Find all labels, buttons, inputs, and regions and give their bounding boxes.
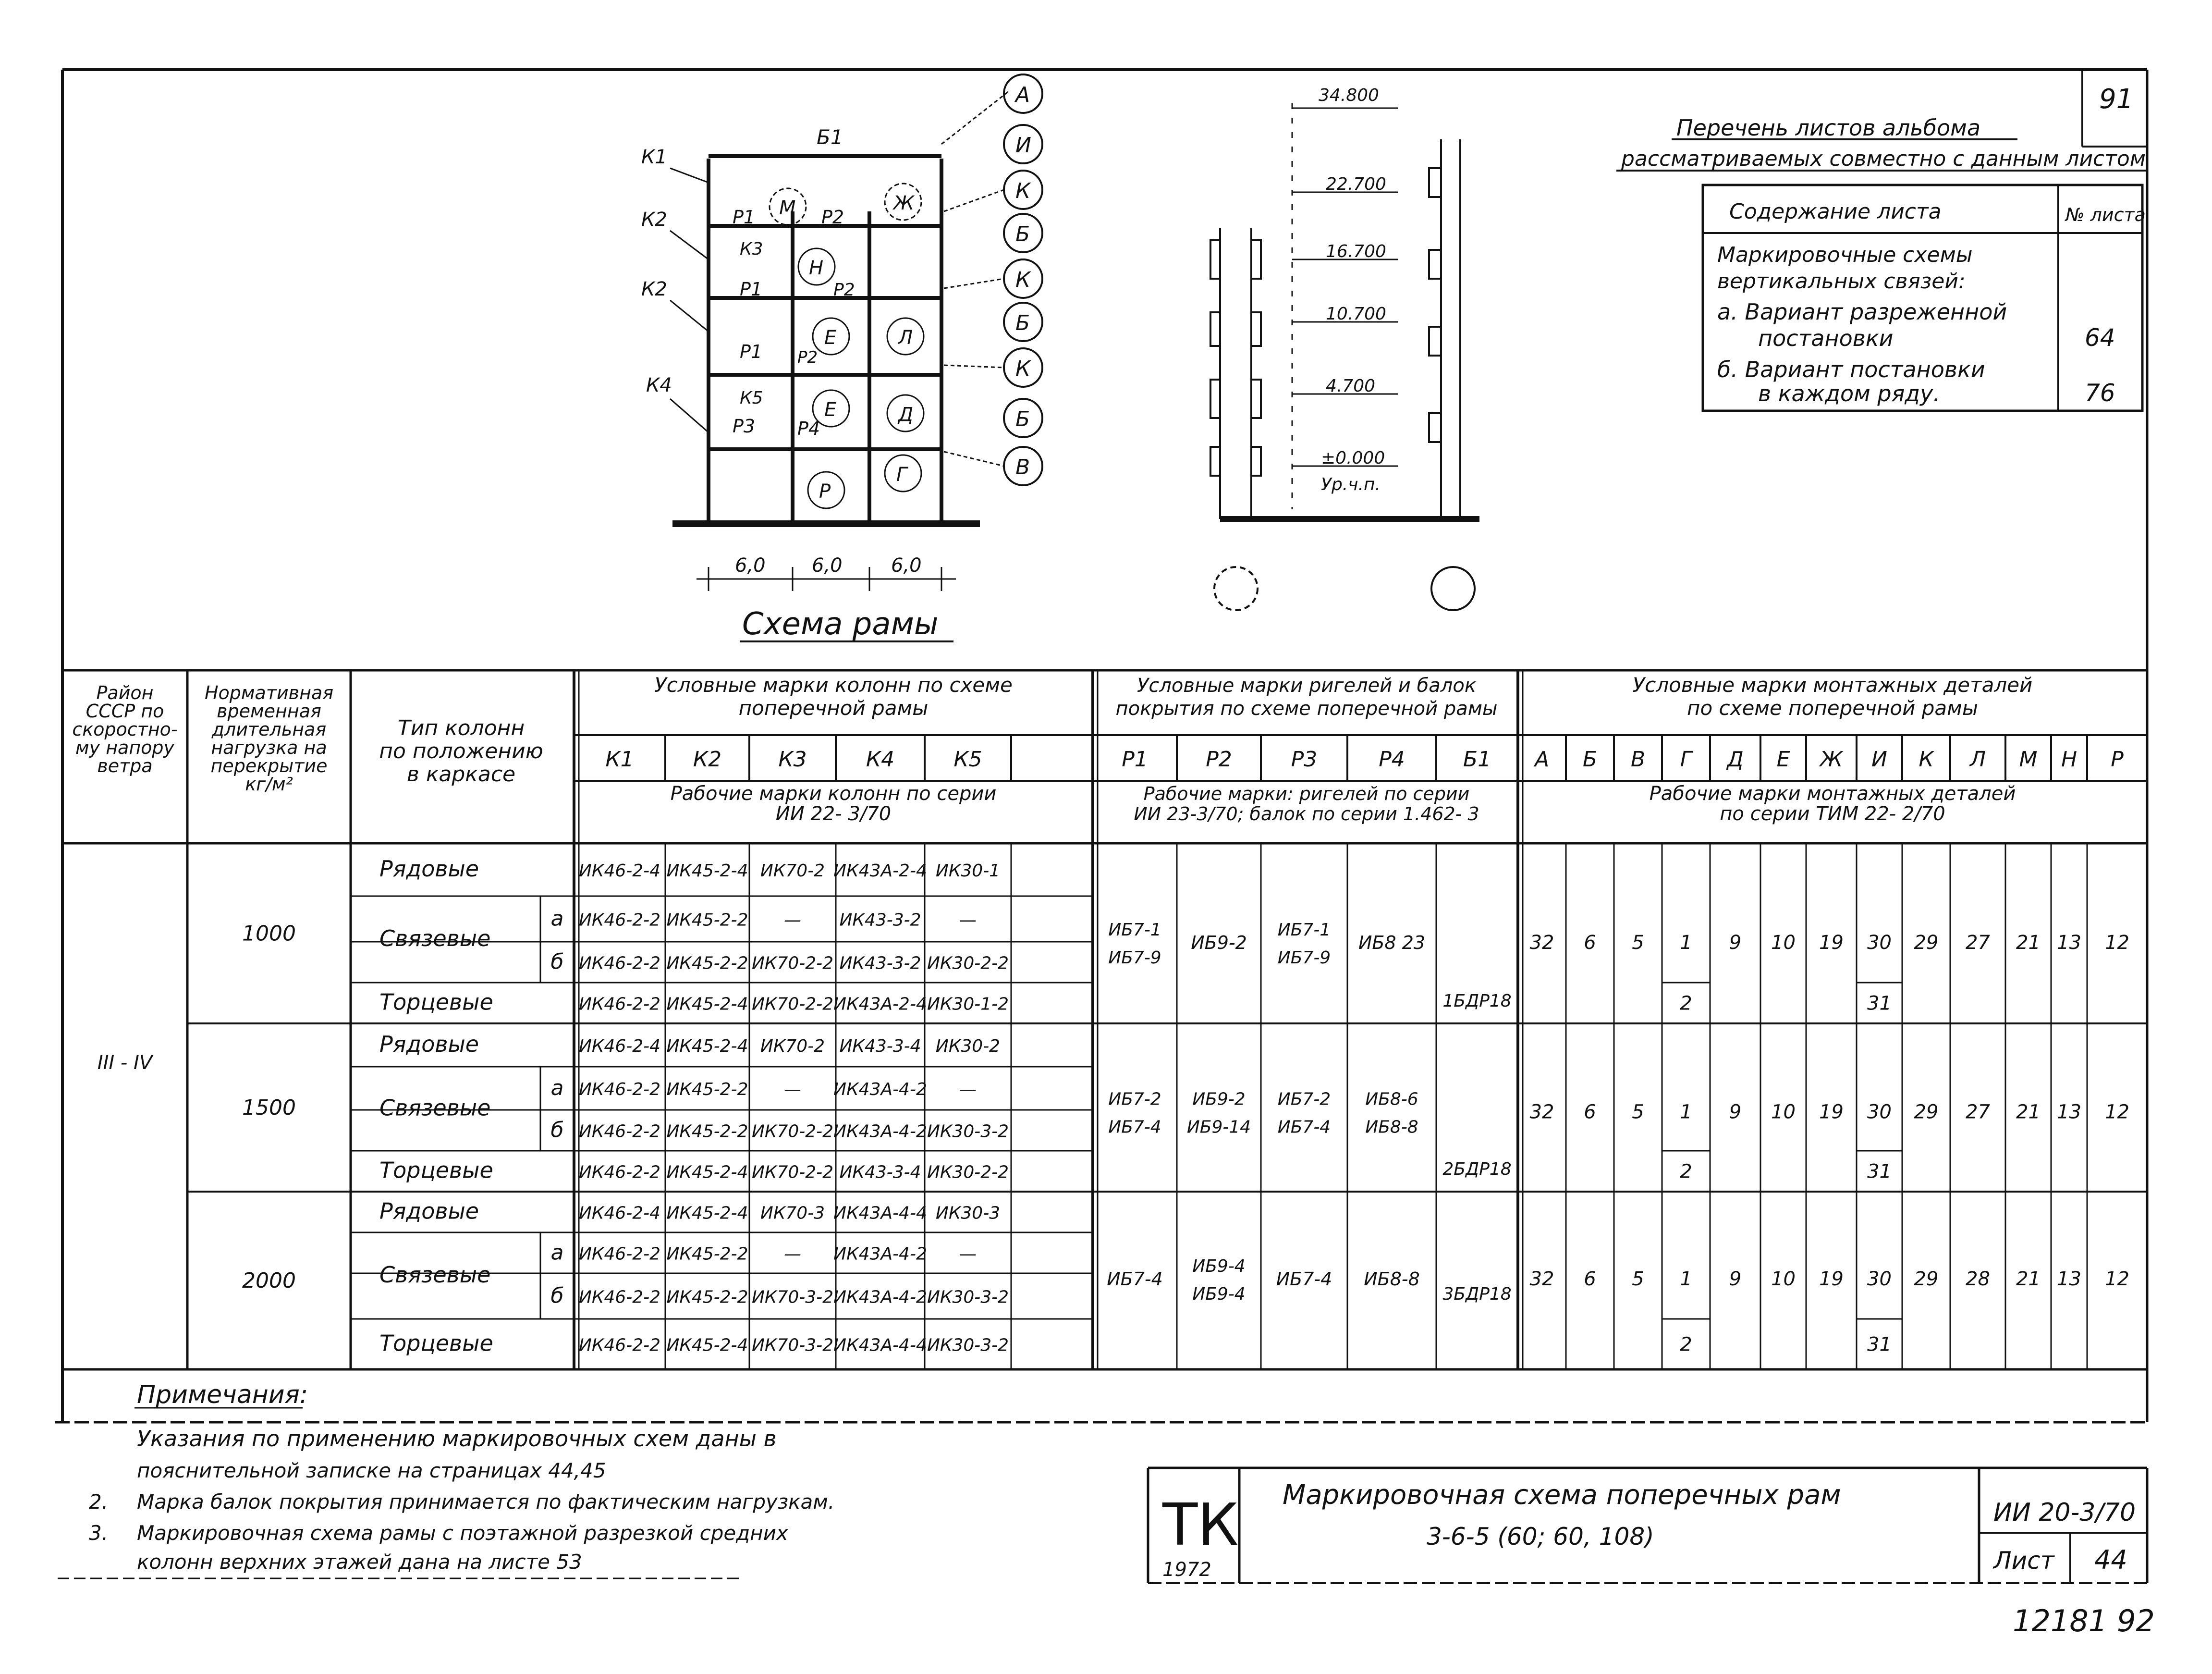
column-type-0: Рядовые bbox=[379, 1031, 479, 1057]
notes-title: Примечания: bbox=[137, 1380, 308, 1409]
detail-mark: 32 bbox=[1529, 1268, 1554, 1290]
detail-mark: 19 bbox=[1819, 932, 1844, 954]
detail-mark: 5 bbox=[1632, 1268, 1644, 1290]
beam-label-b1: Б1 bbox=[817, 125, 843, 149]
column-mark: ИК45-2-2 bbox=[666, 1121, 748, 1142]
detail-mark: 5 bbox=[1632, 1101, 1644, 1123]
beam-label-p2a: Р2 bbox=[821, 207, 844, 228]
column-mark: ИК45-2-2 bbox=[666, 1244, 748, 1264]
header-col-4: К4 bbox=[866, 747, 895, 772]
load-value: 2000 bbox=[242, 1268, 296, 1293]
beam-mark: ИБ7-4 bbox=[1276, 1268, 1332, 1290]
header-beam-2: Р2 bbox=[1206, 747, 1232, 772]
column-mark: ИК45-2-4 bbox=[666, 1036, 748, 1056]
column-mark: ИК43-3-4 bbox=[839, 1162, 921, 1182]
header-col-2: К2 bbox=[693, 747, 722, 772]
column-type-1: Связевые bbox=[379, 1095, 491, 1121]
header-detail-1: А bbox=[1534, 747, 1550, 772]
column-mark: — bbox=[959, 1080, 977, 1099]
header-load: перекрытие bbox=[210, 755, 328, 776]
notes bbox=[58, 1380, 834, 1578]
column-mark: ИК43А-2-4 bbox=[833, 994, 927, 1014]
column-mark: ИК30-3-2 bbox=[927, 1287, 1009, 1307]
column-label-k4: К4 bbox=[646, 374, 672, 396]
note-2-num: 2. bbox=[89, 1490, 109, 1514]
stamp-year: 1972 bbox=[1162, 1559, 1211, 1581]
node-d: Д bbox=[898, 404, 914, 426]
beam-mark: ИБ9-2 bbox=[1191, 932, 1247, 953]
bracing-variant: б bbox=[550, 1118, 564, 1143]
header-columns-title: Условные марки колонн по схеме bbox=[654, 673, 1013, 697]
beam-mark: ИБ7-9 bbox=[1108, 948, 1161, 968]
level-4700: 4.700 bbox=[1326, 376, 1376, 396]
header-detail-12: Н bbox=[2061, 747, 2078, 772]
beam-label-p1c: Р1 bbox=[740, 341, 763, 362]
column-mark: ИК30-1-2 bbox=[927, 994, 1009, 1014]
header-detail-3: В bbox=[1630, 747, 1646, 772]
node-k1: К bbox=[1015, 179, 1031, 203]
detail-mark: 12 bbox=[2105, 1268, 2129, 1290]
bracing-variant: а bbox=[550, 1240, 564, 1265]
column-mark: ИК30-3 bbox=[935, 1203, 1001, 1223]
header-detail-11: М bbox=[2019, 747, 2038, 772]
note-3-num: 3. bbox=[89, 1521, 109, 1545]
detail-mark: 10 bbox=[1771, 1101, 1796, 1123]
stamp-sheet-label: Лист bbox=[1993, 1547, 2054, 1575]
beam-mark: ИБ7-2 bbox=[1108, 1089, 1161, 1109]
detail-mark: 9 bbox=[1729, 1268, 1742, 1290]
column-mark: — bbox=[959, 910, 977, 930]
album-row-b-2: в каждом ряду. bbox=[1758, 381, 1940, 406]
header-column-type: по положению bbox=[379, 739, 543, 763]
stamp-series: ИИ 20-3/70 bbox=[1993, 1498, 2136, 1527]
detail-mark: 30 bbox=[1867, 1101, 1892, 1123]
b1-mark: 2БДР18 bbox=[1442, 1159, 1512, 1179]
node-zh: Ж bbox=[893, 192, 915, 214]
node-e2: Е bbox=[824, 399, 837, 421]
column-mark: ИК43А-2-4 bbox=[833, 861, 927, 881]
detail-mark: 29 bbox=[1914, 1101, 1939, 1123]
column-mark: ИК43А-4-4 bbox=[833, 1335, 927, 1355]
node-k2: К bbox=[1015, 268, 1031, 292]
column-mark: ИК46-2-2 bbox=[578, 1287, 661, 1307]
header-columns-work: ИИ 22- 3/70 bbox=[775, 803, 892, 825]
column-mark: ИК30-3-2 bbox=[927, 1121, 1009, 1142]
beam-label-p3: Р3 bbox=[733, 416, 756, 437]
node-k3: К bbox=[1015, 357, 1031, 381]
elevation-section bbox=[1210, 86, 1479, 610]
column-mark: ИК70-3-2 bbox=[751, 1335, 834, 1355]
detail-mark: 1 bbox=[1680, 1101, 1692, 1123]
beam-mark: ИБ9-2 bbox=[1192, 1089, 1246, 1109]
column-label-k2a: К2 bbox=[641, 209, 667, 231]
album-row-a-1: а. Вариант разреженной bbox=[1717, 299, 2007, 325]
beam-mark: ИБ7-4 bbox=[1277, 1117, 1331, 1137]
detail-mark: 10 bbox=[1771, 1268, 1796, 1290]
column-mark: ИК45-2-2 bbox=[666, 910, 748, 930]
header-col-5: К5 bbox=[953, 747, 982, 772]
beam-mark: ИБ7-1 bbox=[1108, 920, 1161, 940]
header-beam-3: Р3 bbox=[1291, 747, 1318, 772]
column-mark: ИК43А-4-2 bbox=[833, 1080, 927, 1099]
level-ground: Ур.ч.п. bbox=[1321, 475, 1381, 494]
header-region: му напору bbox=[75, 737, 175, 758]
album-row-a-num: 64 bbox=[2085, 324, 2115, 352]
header-load: Нормативная bbox=[204, 682, 334, 703]
header-column-type: Тип колонн bbox=[397, 716, 525, 740]
beam-mark: ИБ7-9 bbox=[1277, 948, 1331, 968]
column-mark: ИК70-2-2 bbox=[751, 953, 834, 973]
beam-mark: ИБ8-6 bbox=[1365, 1089, 1418, 1109]
header-col-3: К3 bbox=[778, 747, 807, 772]
header-beams-title: Условные марки ригелей и балок bbox=[1137, 675, 1476, 697]
detail-mark: 5 bbox=[1632, 932, 1644, 954]
detail-mark: 30 bbox=[1867, 932, 1892, 954]
header-detail-8: И bbox=[1871, 747, 1887, 772]
load-value: 1500 bbox=[242, 1095, 296, 1120]
header-columns-title: поперечной рамы bbox=[738, 696, 929, 720]
span-2: 6,0 bbox=[812, 554, 843, 577]
column-type-3: Торцевые bbox=[379, 1157, 493, 1183]
beam-mark: ИБ7-2 bbox=[1277, 1089, 1331, 1109]
header-detail-10: Л bbox=[1969, 747, 1986, 772]
corner-sheet-number: 91 bbox=[2099, 84, 2134, 115]
main-table bbox=[62, 670, 2147, 1369]
detail-mark: 1 bbox=[1680, 1268, 1692, 1290]
column-mark: ИК43-3-2 bbox=[839, 910, 921, 930]
node-l: Л bbox=[898, 327, 913, 349]
column-mark: ИК46-2-2 bbox=[578, 953, 661, 973]
album-list-title-2: рассматриваемых совместно с данным листом bbox=[1621, 147, 2146, 171]
column-mark: ИК70-2-2 bbox=[751, 994, 834, 1014]
column-mark: ИК45-2-4 bbox=[666, 1203, 748, 1223]
beam-label-p1b: Р1 bbox=[740, 279, 763, 300]
detail-g-extra: 2 bbox=[1680, 992, 1692, 1015]
header-region: СССР по bbox=[86, 701, 164, 722]
column-type-1: Связевые bbox=[379, 1262, 491, 1288]
column-mark: ИК30-3-2 bbox=[927, 1335, 1009, 1355]
column-mark: ИК70-2 bbox=[760, 1036, 825, 1056]
beam-mark: ИБ8 23 bbox=[1358, 932, 1426, 953]
level-10700: 10.700 bbox=[1326, 304, 1386, 324]
column-mark: ИК45-2-2 bbox=[666, 1287, 748, 1307]
beam-mark: ИБ9-4 bbox=[1192, 1256, 1246, 1276]
column-mark: ИК46-2-4 bbox=[578, 1036, 661, 1056]
header-load: кг/м² bbox=[245, 774, 293, 795]
column-type-3: Торцевые bbox=[379, 989, 493, 1015]
album-row-b-1: б. Вариант постановки bbox=[1717, 357, 1985, 382]
column-mark: ИК46-2-2 bbox=[578, 1121, 661, 1142]
column-mark: ИК46-2-2 bbox=[578, 1244, 661, 1264]
detail-i-extra: 31 bbox=[1867, 1160, 1892, 1183]
column-mark: ИК46-2-4 bbox=[578, 1203, 661, 1223]
column-mark: ИК43-3-4 bbox=[839, 1036, 921, 1056]
beam-label-p2c: Р2 bbox=[797, 348, 818, 367]
column-type-0: Рядовые bbox=[379, 856, 479, 882]
b1-mark: 3БДР18 bbox=[1442, 1284, 1512, 1304]
column-label-k1: К1 bbox=[641, 146, 667, 168]
column-mark: ИК70-3 bbox=[760, 1203, 825, 1223]
node-e1: Е bbox=[824, 327, 837, 349]
detail-mark: 19 bbox=[1819, 1268, 1844, 1290]
level-16700: 16.700 bbox=[1326, 242, 1386, 261]
album-col-num: № листа bbox=[2065, 204, 2146, 225]
title-block bbox=[1148, 1468, 2147, 1583]
column-type-1: Связевые bbox=[379, 925, 491, 951]
album-list bbox=[1616, 115, 2147, 411]
column-mark: ИК45-2-4 bbox=[666, 861, 748, 881]
detail-g-extra: 2 bbox=[1680, 1160, 1692, 1183]
detail-mark: 12 bbox=[2105, 1101, 2129, 1123]
detail-mark: 27 bbox=[1966, 1101, 1990, 1123]
detail-mark: 13 bbox=[2057, 1268, 2081, 1290]
level-22700: 22.700 bbox=[1326, 174, 1386, 194]
column-mark: — bbox=[784, 1244, 801, 1264]
column-mark: ИК45-2-4 bbox=[666, 1335, 748, 1355]
column-label-k5: К5 bbox=[740, 388, 763, 408]
stamp-sheet-num: 44 bbox=[2094, 1545, 2127, 1575]
column-mark: ИК43-3-2 bbox=[839, 953, 921, 973]
beam-mark: ИБ7-4 bbox=[1108, 1117, 1161, 1137]
beam-mark: ИБ7-4 bbox=[1107, 1268, 1163, 1290]
detail-mark: 1 bbox=[1680, 932, 1692, 954]
detail-mark: 9 bbox=[1729, 932, 1742, 954]
node-r: Р bbox=[819, 480, 831, 503]
column-mark: ИК30-2-2 bbox=[927, 1162, 1009, 1182]
column-mark: ИК43А-4-2 bbox=[833, 1287, 927, 1307]
column-mark: ИК46-2-2 bbox=[578, 994, 661, 1014]
note-3a: Маркировочная схема рамы с поэтажной разрезкой средних bbox=[137, 1521, 788, 1545]
column-mark: ИК45-2-2 bbox=[666, 953, 748, 973]
album-list-title-1: Перечень листов альбома bbox=[1676, 115, 1981, 141]
detail-mark: 6 bbox=[1584, 1268, 1596, 1290]
note-3b: колонн верхних этажей дана на листе 53 bbox=[137, 1550, 582, 1574]
span-3: 6,0 bbox=[891, 554, 922, 577]
column-mark: ИК70-3-2 bbox=[751, 1287, 834, 1307]
column-mark: ИК46-2-2 bbox=[578, 1080, 661, 1099]
beam-mark: ИБ9-14 bbox=[1186, 1117, 1251, 1137]
header-load: временная bbox=[217, 701, 321, 722]
load-value: 1000 bbox=[242, 921, 296, 946]
note-1a: Указания по применению маркировочных схем даны в bbox=[137, 1426, 777, 1452]
album-col-content: Содержание листа bbox=[1729, 199, 1942, 224]
detail-i-extra: 31 bbox=[1867, 1333, 1892, 1356]
beam-mark: ИБ9-4 bbox=[1192, 1284, 1246, 1304]
header-detail-4: Г bbox=[1680, 747, 1692, 772]
header-region: Район bbox=[96, 682, 154, 703]
column-label-k2b: К2 bbox=[641, 278, 667, 300]
detail-mark: 12 bbox=[2105, 932, 2129, 954]
header-col-1: К1 bbox=[605, 747, 634, 772]
header-detail-6: Е bbox=[1776, 747, 1790, 772]
beam-label-p2b: Р2 bbox=[833, 280, 855, 300]
b1-mark: 1БДР18 bbox=[1442, 991, 1512, 1011]
header-detail-5: Д bbox=[1727, 747, 1744, 772]
column-mark: ИК46-2-4 bbox=[578, 861, 661, 881]
node-circles-right bbox=[944, 74, 1042, 485]
node-n: Н bbox=[809, 257, 824, 279]
detail-mark: 32 bbox=[1529, 1101, 1554, 1123]
detail-mark: 10 bbox=[1771, 932, 1796, 954]
beam-label-p4: Р4 bbox=[797, 418, 820, 439]
node-m: М bbox=[779, 197, 796, 219]
frame-scheme-title: Схема рамы bbox=[742, 606, 939, 642]
detail-mark: 27 bbox=[1966, 932, 1990, 954]
header-beams-title: покрытия по схеме поперечной рамы bbox=[1115, 698, 1498, 720]
column-mark: ИК43А-4-2 bbox=[833, 1121, 927, 1142]
detail-mark: 13 bbox=[2057, 932, 2081, 954]
node-b2: Б bbox=[1015, 311, 1030, 335]
detail-mark: 21 bbox=[2016, 1268, 2041, 1290]
column-mark: ИК46-2-2 bbox=[578, 1162, 661, 1182]
beam-label-p1a: Р1 bbox=[733, 207, 756, 228]
detail-mark: 32 bbox=[1529, 932, 1554, 954]
beam-mark: ИБ8-8 bbox=[1364, 1268, 1420, 1290]
span-1: 6,0 bbox=[735, 554, 766, 577]
level-0000: ±0.000 bbox=[1321, 448, 1385, 468]
detail-mark: 21 bbox=[2016, 932, 2041, 954]
footer-code: 12181 92 bbox=[2013, 1603, 2155, 1638]
node-b3: Б bbox=[1015, 407, 1030, 431]
column-mark: ИК45-2-4 bbox=[666, 1162, 748, 1182]
frame-scheme bbox=[641, 74, 1042, 642]
detail-mark: 29 bbox=[1914, 932, 1939, 954]
header-columns-work: Рабочие марки колонн по серии bbox=[670, 783, 997, 805]
stamp-title-1: Маркировочная схема поперечных рам bbox=[1283, 1479, 1841, 1511]
column-mark: ИК43А-4-4 bbox=[833, 1203, 927, 1223]
beam-mark: ИБ8-8 bbox=[1365, 1117, 1418, 1137]
album-row-a-2: постановки bbox=[1758, 325, 1894, 351]
header-region: ветра bbox=[97, 755, 153, 776]
header-load: длительная bbox=[211, 719, 327, 740]
detail-mark: 30 bbox=[1867, 1268, 1892, 1290]
note-1b: пояснительной записке на страницах 44,45 bbox=[137, 1459, 606, 1482]
header-detail-9: К bbox=[1919, 747, 1934, 772]
album-intro-1: Маркировочные схемы bbox=[1717, 243, 1973, 267]
note-2: Марка балок покрытия принимается по фактическим нагрузкам. bbox=[137, 1490, 835, 1514]
column-mark: ИК45-2-2 bbox=[666, 1080, 748, 1099]
bracing-variant: а bbox=[550, 906, 564, 931]
column-mark: ИК70-2-2 bbox=[751, 1162, 834, 1182]
header-column-type: в каркасе bbox=[406, 762, 516, 787]
album-row-b-num: 76 bbox=[2085, 379, 2115, 407]
column-type-0: Рядовые bbox=[379, 1198, 479, 1224]
detail-mark: 6 bbox=[1584, 1101, 1596, 1123]
bracing-variant: б bbox=[550, 949, 564, 974]
header-beams-work: Рабочие марки: ригелей по серии bbox=[1143, 783, 1470, 804]
column-mark: — bbox=[784, 910, 801, 930]
detail-mark: 29 bbox=[1914, 1268, 1939, 1290]
detail-i-extra: 31 bbox=[1867, 992, 1892, 1015]
album-intro-2: вертикальных связей: bbox=[1717, 269, 1966, 294]
column-mark: ИК46-2-2 bbox=[578, 910, 661, 930]
node-g: Г bbox=[896, 464, 907, 486]
header-region: скоростно- bbox=[72, 719, 178, 740]
stamp-tk: ТК bbox=[1162, 1492, 1239, 1559]
node-a: А bbox=[1015, 83, 1030, 107]
header-detail-2: Б bbox=[1582, 747, 1598, 772]
header-load: нагрузка на bbox=[211, 737, 327, 758]
column-mark: ИК45-2-4 bbox=[666, 994, 748, 1014]
header-details-work: по серии ТИМ 22- 2/70 bbox=[1720, 803, 1945, 825]
stamp-title-2: 3-6-5 (60; 60, 108) bbox=[1427, 1523, 1654, 1551]
header-details-work: Рабочие марки монтажных деталей bbox=[1649, 783, 2016, 805]
node-b1: Б bbox=[1015, 222, 1030, 246]
header-beam-4: Р4 bbox=[1379, 747, 1405, 772]
column-mark: — bbox=[784, 1080, 801, 1099]
beam-mark: ИБ7-1 bbox=[1277, 920, 1331, 940]
detail-g-extra: 2 bbox=[1680, 1333, 1692, 1356]
column-type-3: Торцевые bbox=[379, 1330, 493, 1356]
detail-mark: 21 bbox=[2016, 1101, 2041, 1123]
header-beams-work: ИИ 23-3/70; балок по серии 1.462- 3 bbox=[1134, 803, 1479, 825]
region-value: III - IV bbox=[97, 1052, 153, 1074]
bracing-variant: а bbox=[550, 1076, 564, 1100]
column-mark: ИК30-1 bbox=[935, 861, 1001, 881]
header-detail-7: Ж bbox=[1820, 747, 1843, 772]
column-mark: ИК30-2 bbox=[935, 1036, 1001, 1056]
detail-mark: 13 bbox=[2057, 1101, 2081, 1123]
column-mark: ИК30-2-2 bbox=[927, 953, 1009, 973]
column-mark: ИК70-2 bbox=[760, 861, 825, 881]
detail-mark: 9 bbox=[1729, 1101, 1742, 1123]
header-beam-1: Р1 bbox=[1122, 747, 1148, 772]
detail-mark: 6 bbox=[1584, 932, 1596, 954]
level-34800: 34.800 bbox=[1319, 86, 1379, 105]
column-mark: ИК43А-4-2 bbox=[833, 1244, 927, 1264]
column-mark: — bbox=[959, 1244, 977, 1264]
column-label-k3: К3 bbox=[740, 239, 763, 259]
node-v: В bbox=[1015, 455, 1030, 480]
detail-mark: 28 bbox=[1966, 1268, 1990, 1290]
header-beam-5: Б1 bbox=[1463, 747, 1491, 772]
header-details-title: Условные марки монтажных деталей bbox=[1632, 673, 2033, 697]
column-mark: ИК46-2-2 bbox=[578, 1335, 661, 1355]
node-i: И bbox=[1015, 133, 1031, 158]
header-details-title: по схеме поперечной рамы bbox=[1687, 696, 1978, 720]
header-detail-13: Р bbox=[2111, 747, 2124, 772]
detail-mark: 19 bbox=[1819, 1101, 1844, 1123]
bracing-variant: б bbox=[550, 1283, 564, 1308]
column-mark: ИК70-2-2 bbox=[751, 1121, 834, 1142]
